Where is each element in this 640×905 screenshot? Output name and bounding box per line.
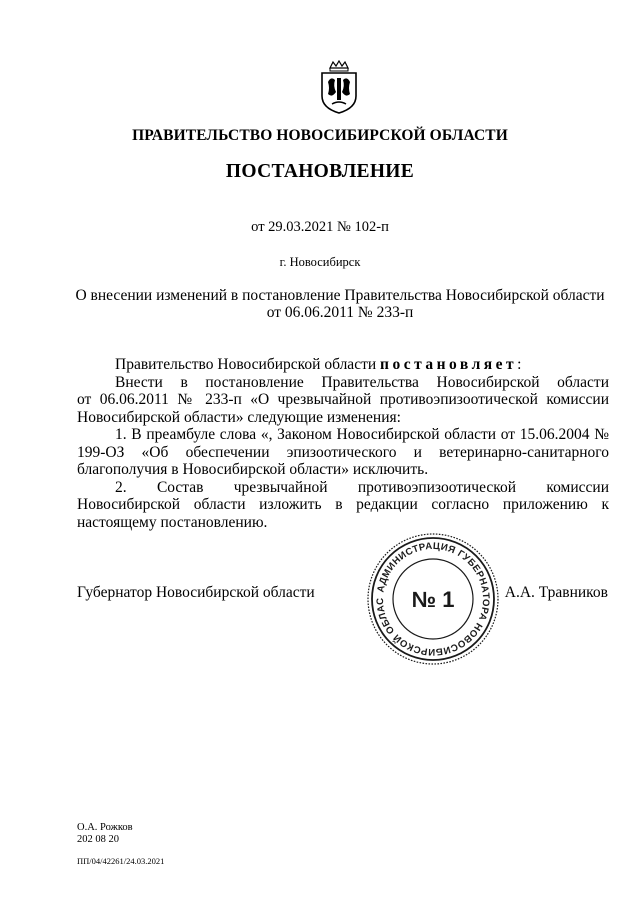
coat-of-arms-icon	[318, 60, 360, 114]
organization-name: ПРАВИТЕЛЬСТВО НОВОСИБИРСКОЙ ОБЛАСТИ	[132, 127, 508, 144]
document-city: г. Новосибирск	[279, 255, 361, 269]
executor-phone: 202 08 20	[77, 834, 119, 845]
document-date-number: от 29.03.2021 № 102-п	[251, 219, 389, 235]
subject-line-1: О внесении изменений в постановление Правительства Новосибирской области	[75, 287, 605, 304]
body-intro: Правительство Новосибирской области постановляет:	[115, 356, 522, 373]
signatory-name: А.А. Травников	[504, 584, 608, 601]
document-code: ПП/04/42261/24.03.2021	[77, 856, 165, 866]
body-paragraph-1-line-1: Внести в постановление Правительства Новосибирской области	[115, 373, 609, 391]
official-seal	[365, 531, 501, 667]
body-paragraph-2: 1. В преамбуле слова «, Законом Новосибирской области от 15.06.2004 № 199-ОЗ «Об обеспечении эпизоотического и ветеринарно-санитарного благополучия в Новосибирской области» исключить.	[77, 426, 609, 478]
seal-center-number: № 1	[411, 587, 455, 612]
body-intro-emphasis: постановляет	[380, 356, 518, 373]
document-type: ПОСТАНОВЛЕНИЕ	[225, 161, 415, 182]
seal-ring-text: АДМИНИСТРАЦИЯ ГУБЕРНАТОРА НОВОСИБИРСКОЙ ОБЛАС	[374, 540, 492, 658]
signatory-position: Губернатор Новосибирской области	[77, 584, 315, 601]
document-body	[77, 356, 609, 531]
document-subject	[60, 287, 620, 321]
subject-line-2: от 06.06.2011 № 233-п	[266, 304, 414, 321]
body-paragraph-3: 2. Состав чрезвычайной противоэпизоотической комиссии Новосибирской области изложить в редакции согласно приложению к настоящему постановлению.	[77, 478, 609, 531]
executor-name: О.А. Рожков	[77, 822, 133, 833]
body-paragraph-1: от 06.06.2011 № 233-п «О чрезвычайной противоэпизоотической комиссии Новосибирской области» следующие изменения:	[77, 391, 609, 426]
